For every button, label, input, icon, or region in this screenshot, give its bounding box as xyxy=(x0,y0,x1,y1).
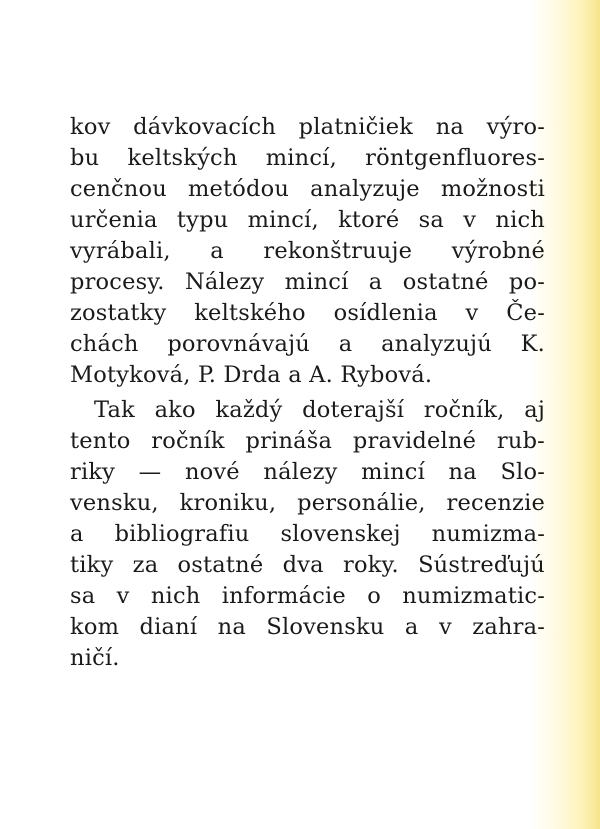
text-line: kov dávkovacích platničiek na výro- xyxy=(70,114,545,140)
text-line: vyrábali, a rekonštruuje výrobné xyxy=(70,238,545,264)
text-line: chách porovnávajú a analyzujú K. xyxy=(70,331,545,357)
paragraph-1 xyxy=(70,112,545,391)
document-page xyxy=(70,112,545,674)
text-line: procesy. Nálezy mincí a ostatné po- xyxy=(70,269,545,295)
text-line: zostatky keltského osídlenia v Če- xyxy=(70,300,545,326)
text-line: ničí. xyxy=(70,645,120,671)
text-line: kom dianí na Slovensku a v zahra- xyxy=(70,614,545,640)
text-line: riky — nové nálezy mincí na Slo- xyxy=(70,459,545,485)
text-line: sa v nich informácie o numizmatic- xyxy=(70,583,545,609)
text-line: a bibliografiu slovenskej numizma- xyxy=(70,521,545,547)
paragraph-2 xyxy=(70,395,545,674)
text-line: určenia typu mincí, ktoré sa v nich xyxy=(70,207,545,233)
text-line: tento ročník prináša pravidelné rub- xyxy=(70,428,545,454)
text-line: Motyková, P. Drda a A. Rybová. xyxy=(70,362,433,388)
text-line: tiky za ostatné dva roky. Sústreďujú xyxy=(70,552,545,578)
text-line: Tak ako každý doterajší ročník, aj xyxy=(94,397,545,423)
text-line: vensku, kroniku, personálie, recenzie xyxy=(70,490,545,516)
text-line: bu keltských mincí, röntgenfluores- xyxy=(70,145,545,171)
text-line: cenčnou metódou analyzuje možnosti xyxy=(70,176,545,202)
